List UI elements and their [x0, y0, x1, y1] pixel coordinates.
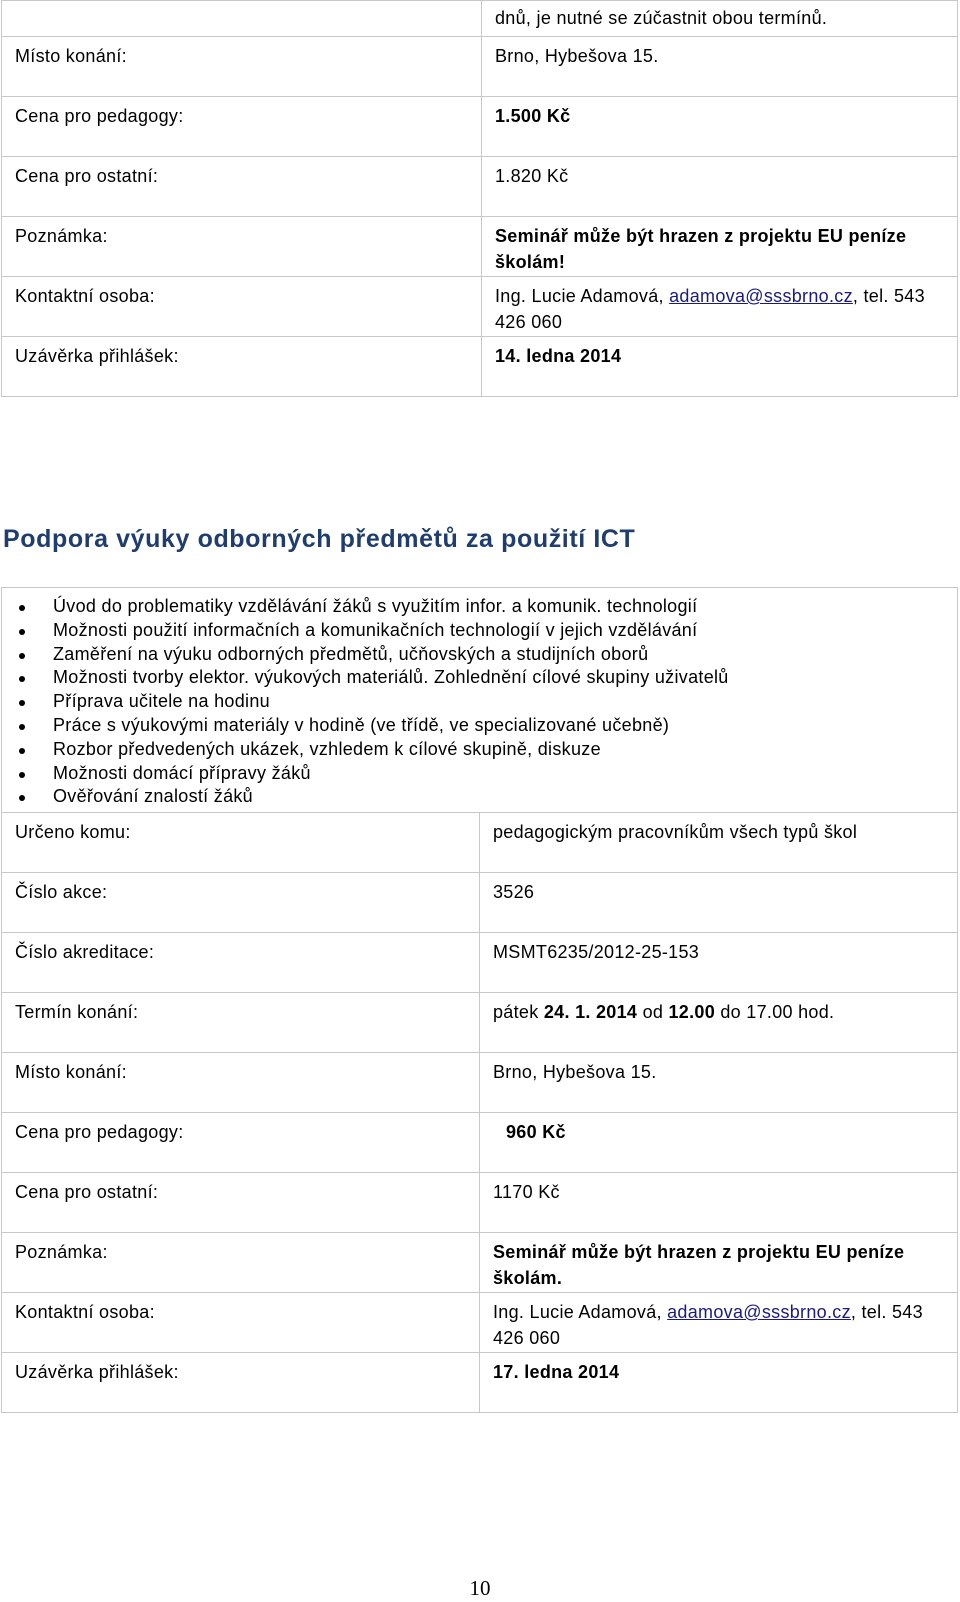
venue-value: Brno, Hybešova 15. [480, 1053, 958, 1113]
contact-phone: , tel. 543 426 060 [493, 1302, 923, 1348]
empty-cell [2, 1, 482, 37]
event2-info-table [1, 587, 958, 1413]
venue-value: Brno, Hybešova 15. [482, 37, 958, 97]
section-title: Podpora výuky odborných předmětů za použití ICT [3, 525, 636, 553]
contact-phone: , tel. 543 426 060 [495, 286, 925, 332]
price-teachers-label: Cena pro pedagogy: [2, 97, 482, 157]
topic-item: Práce s výukovými materiály v hodině (ve třídě, ve specializované učebně) [2, 714, 957, 738]
topics-cell [2, 588, 958, 813]
page-number: 10 [469, 1576, 491, 1600]
bullet-icon [19, 605, 25, 611]
event-number-value: 3526 [480, 873, 958, 933]
contact-email-link[interactable]: adamova@sssbrno.cz [667, 1302, 851, 1322]
price-teachers-value: 1.500 Kč [482, 97, 958, 157]
bullet-icon [19, 629, 25, 635]
continuation-text: dnů, je nutné se zúčastnit obou termínů. [482, 1, 958, 37]
contact-value [480, 1293, 958, 1353]
contact-email-link[interactable]: adamova@sssbrno.cz [669, 286, 853, 306]
topic-item: Příprava učitele na hodinu [2, 690, 957, 714]
contact-label: Kontaktní osoba: [2, 1293, 480, 1353]
event-number-label: Číslo akce: [2, 873, 480, 933]
term-label: Termín konání: [2, 993, 480, 1053]
audience-label: Určeno komu: [2, 813, 480, 873]
bullet-icon [19, 795, 25, 801]
price-teachers-label: Cena pro pedagogy: [2, 1113, 480, 1173]
venue-label: Místo konání: [2, 37, 482, 97]
deadline-label: Uzávěrka přihlášek: [2, 337, 482, 397]
note-label: Poznámka: [2, 217, 482, 277]
bullet-icon [19, 772, 25, 778]
bullet-icon [19, 748, 25, 754]
price-others-label: Cena pro ostatní: [2, 157, 482, 217]
price-others-label: Cena pro ostatní: [2, 1173, 480, 1233]
topic-item: Ověřování znalostí žáků [2, 785, 957, 809]
topic-item: Možnosti použití informačních a komunikačních technologií v jejich vzdělávání [2, 619, 957, 643]
venue-label: Místo konání: [2, 1053, 480, 1113]
topic-item: Rozbor předvedených ukázek, vzhledem k cílové skupině, diskuze [2, 738, 957, 762]
deadline-label: Uzávěrka přihlášek: [2, 1353, 480, 1413]
topic-item: Zaměření na výuku odborných předmětů, učňovských a studijních oborů [2, 643, 957, 667]
note-value: Seminář může být hrazen z projektu EU peníze školám! [482, 217, 958, 277]
event1-info-table [1, 0, 958, 397]
topic-item: Úvod do problematiky vzdělávání žáků s využitím infor. a komunik. technologií [2, 595, 957, 619]
deadline-value: 17. ledna 2014 [480, 1353, 958, 1413]
topics-list [2, 595, 957, 809]
deadline-value: 14. ledna 2014 [482, 337, 958, 397]
price-others-value: 1.820 Kč [482, 157, 958, 217]
price-others-value: 1170 Kč [480, 1173, 958, 1233]
bullet-icon [19, 700, 25, 706]
note-label: Poznámka: [2, 1233, 480, 1293]
accreditation-value: MSMT6235/2012-25-153 [480, 933, 958, 993]
term-value: pátek 24. 1. 2014 od 12.00 do 17.00 hod. [480, 993, 958, 1053]
note-value: Seminář může být hrazen z projektu EU peníze školám. [480, 1233, 958, 1293]
price-teachers-value: 960 Kč [480, 1113, 958, 1173]
contact-name: Ing. Lucie Adamová, [493, 1302, 662, 1322]
bullet-icon [19, 676, 25, 682]
audience-value: pedagogickým pracovníkům všech typů škol [480, 813, 958, 873]
bullet-icon [19, 724, 25, 730]
contact-label: Kontaktní osoba: [2, 277, 482, 337]
contact-name: Ing. Lucie Adamová, [495, 286, 664, 306]
accreditation-label: Číslo akreditace: [2, 933, 480, 993]
topic-item: Možnosti domácí přípravy žáků [2, 762, 957, 786]
topic-item: Možnosti tvorby elektor. výukových materiálů. Zohlednění cílové skupiny uživatelů [2, 666, 957, 690]
contact-value [482, 277, 958, 337]
bullet-icon [19, 653, 25, 659]
